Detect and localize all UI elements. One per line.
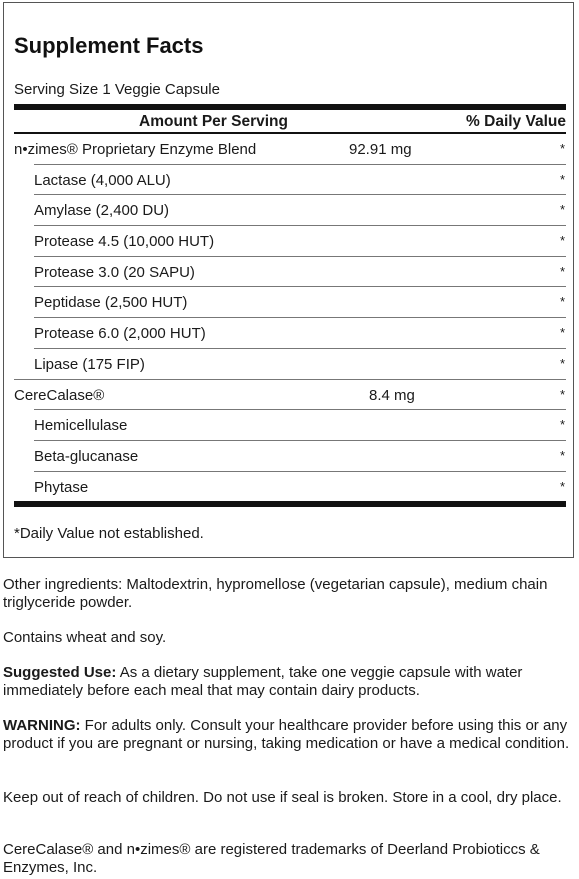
amount-per-serving-header: Amount Per Serving: [139, 113, 288, 130]
daily-value-marker: *: [559, 447, 565, 463]
bottom-thick-divider: [14, 501, 566, 507]
daily-value-marker: *: [559, 386, 565, 402]
daily-value-marker: *: [559, 171, 565, 187]
nutrient-amount: 8.4 mg: [369, 386, 415, 404]
nutrient-row: [4, 441, 575, 472]
nutrient-row: [4, 380, 575, 411]
daily-value-marker: *: [559, 325, 565, 341]
allergen-statement: Contains wheat and soy.: [3, 629, 167, 646]
daily-value-marker: *: [559, 202, 565, 218]
nutrient-row: [4, 472, 575, 503]
nutrient-name: Lactase (4,000 ALU): [34, 171, 171, 189]
daily-value-marker: *: [559, 263, 565, 279]
nutrient-row: [4, 195, 575, 226]
daily-value-marker: *: [559, 141, 565, 156]
nutrient-rows: [4, 134, 575, 502]
daily-value-header: % Daily Value: [466, 113, 566, 130]
facts-title: Supplement Facts: [14, 33, 204, 58]
nutrient-name: n•zimes® Proprietary Enzyme Blend: [14, 141, 257, 158]
trademark-notice: CereCalase® and n•zimes® are registered trademarks of Deerland Probioticcs & Enzymes, Inc.: [3, 841, 540, 876]
nutrient-name: Phytase: [34, 478, 89, 496]
suggested-use-label: Suggested Use:: [3, 664, 117, 681]
nutrient-name: Peptidase (2,500 HUT): [34, 294, 188, 312]
nutrient-name: Beta-glucanase: [34, 447, 139, 465]
suggested-use: [3, 664, 573, 700]
daily-value-marker: *: [559, 478, 565, 494]
nutrient-name: Amylase (2,400 DU): [34, 202, 170, 220]
daily-value-marker: *: [559, 294, 565, 310]
nutrient-row: [4, 318, 575, 349]
nutrient-name: Protease 4.5 (10,000 HUT): [34, 233, 215, 251]
supplement-facts-panel: [3, 2, 574, 558]
footnote: *Daily Value not established.: [14, 525, 204, 542]
nutrient-row: [4, 410, 575, 441]
nutrient-name: Protease 6.0 (2,000 HUT): [34, 325, 206, 343]
other-ingredients: Other ingredients: Maltodextrin, hypromellose (vegetarian capsule), medium chain triglyceride powder.: [3, 576, 548, 611]
warning: [3, 717, 573, 753]
nutrient-name: Lipase (175 FIP): [34, 355, 145, 373]
nutrient-row: [4, 226, 575, 257]
top-thick-divider: [14, 104, 566, 110]
warning-label: WARNING:: [3, 717, 81, 734]
nutrient-name: Protease 3.0 (20 SAPU): [34, 263, 195, 281]
daily-value-marker: *: [559, 355, 565, 371]
nutrient-row: [4, 134, 575, 165]
nutrient-amount: 92.91 mg: [349, 141, 412, 158]
nutrient-row: [4, 257, 575, 288]
daily-value-marker: *: [559, 417, 565, 433]
nutrient-row: [4, 349, 575, 380]
nutrient-name: CereCalase®: [14, 386, 105, 404]
storage-instructions: Keep out of reach of children. Do not use if seal is broken. Store in a cool, dry place.: [3, 789, 562, 806]
table-header: [14, 111, 566, 133]
warning-text: For adults only. Consult your healthcare provider before using this or any product if you are pregnant or nursing, taking medication or have a medical condition.: [3, 717, 570, 752]
nutrient-row: [4, 287, 575, 318]
suggested-use-text: As a dietary supplement, take one veggie capsule with water immediately before each meal that may contain dairy products.: [3, 664, 523, 699]
serving-size: Serving Size 1 Veggie Capsule: [14, 81, 220, 98]
nutrient-name: Hemicellulase: [34, 417, 128, 435]
daily-value-marker: *: [559, 233, 565, 249]
nutrient-row: [4, 165, 575, 196]
